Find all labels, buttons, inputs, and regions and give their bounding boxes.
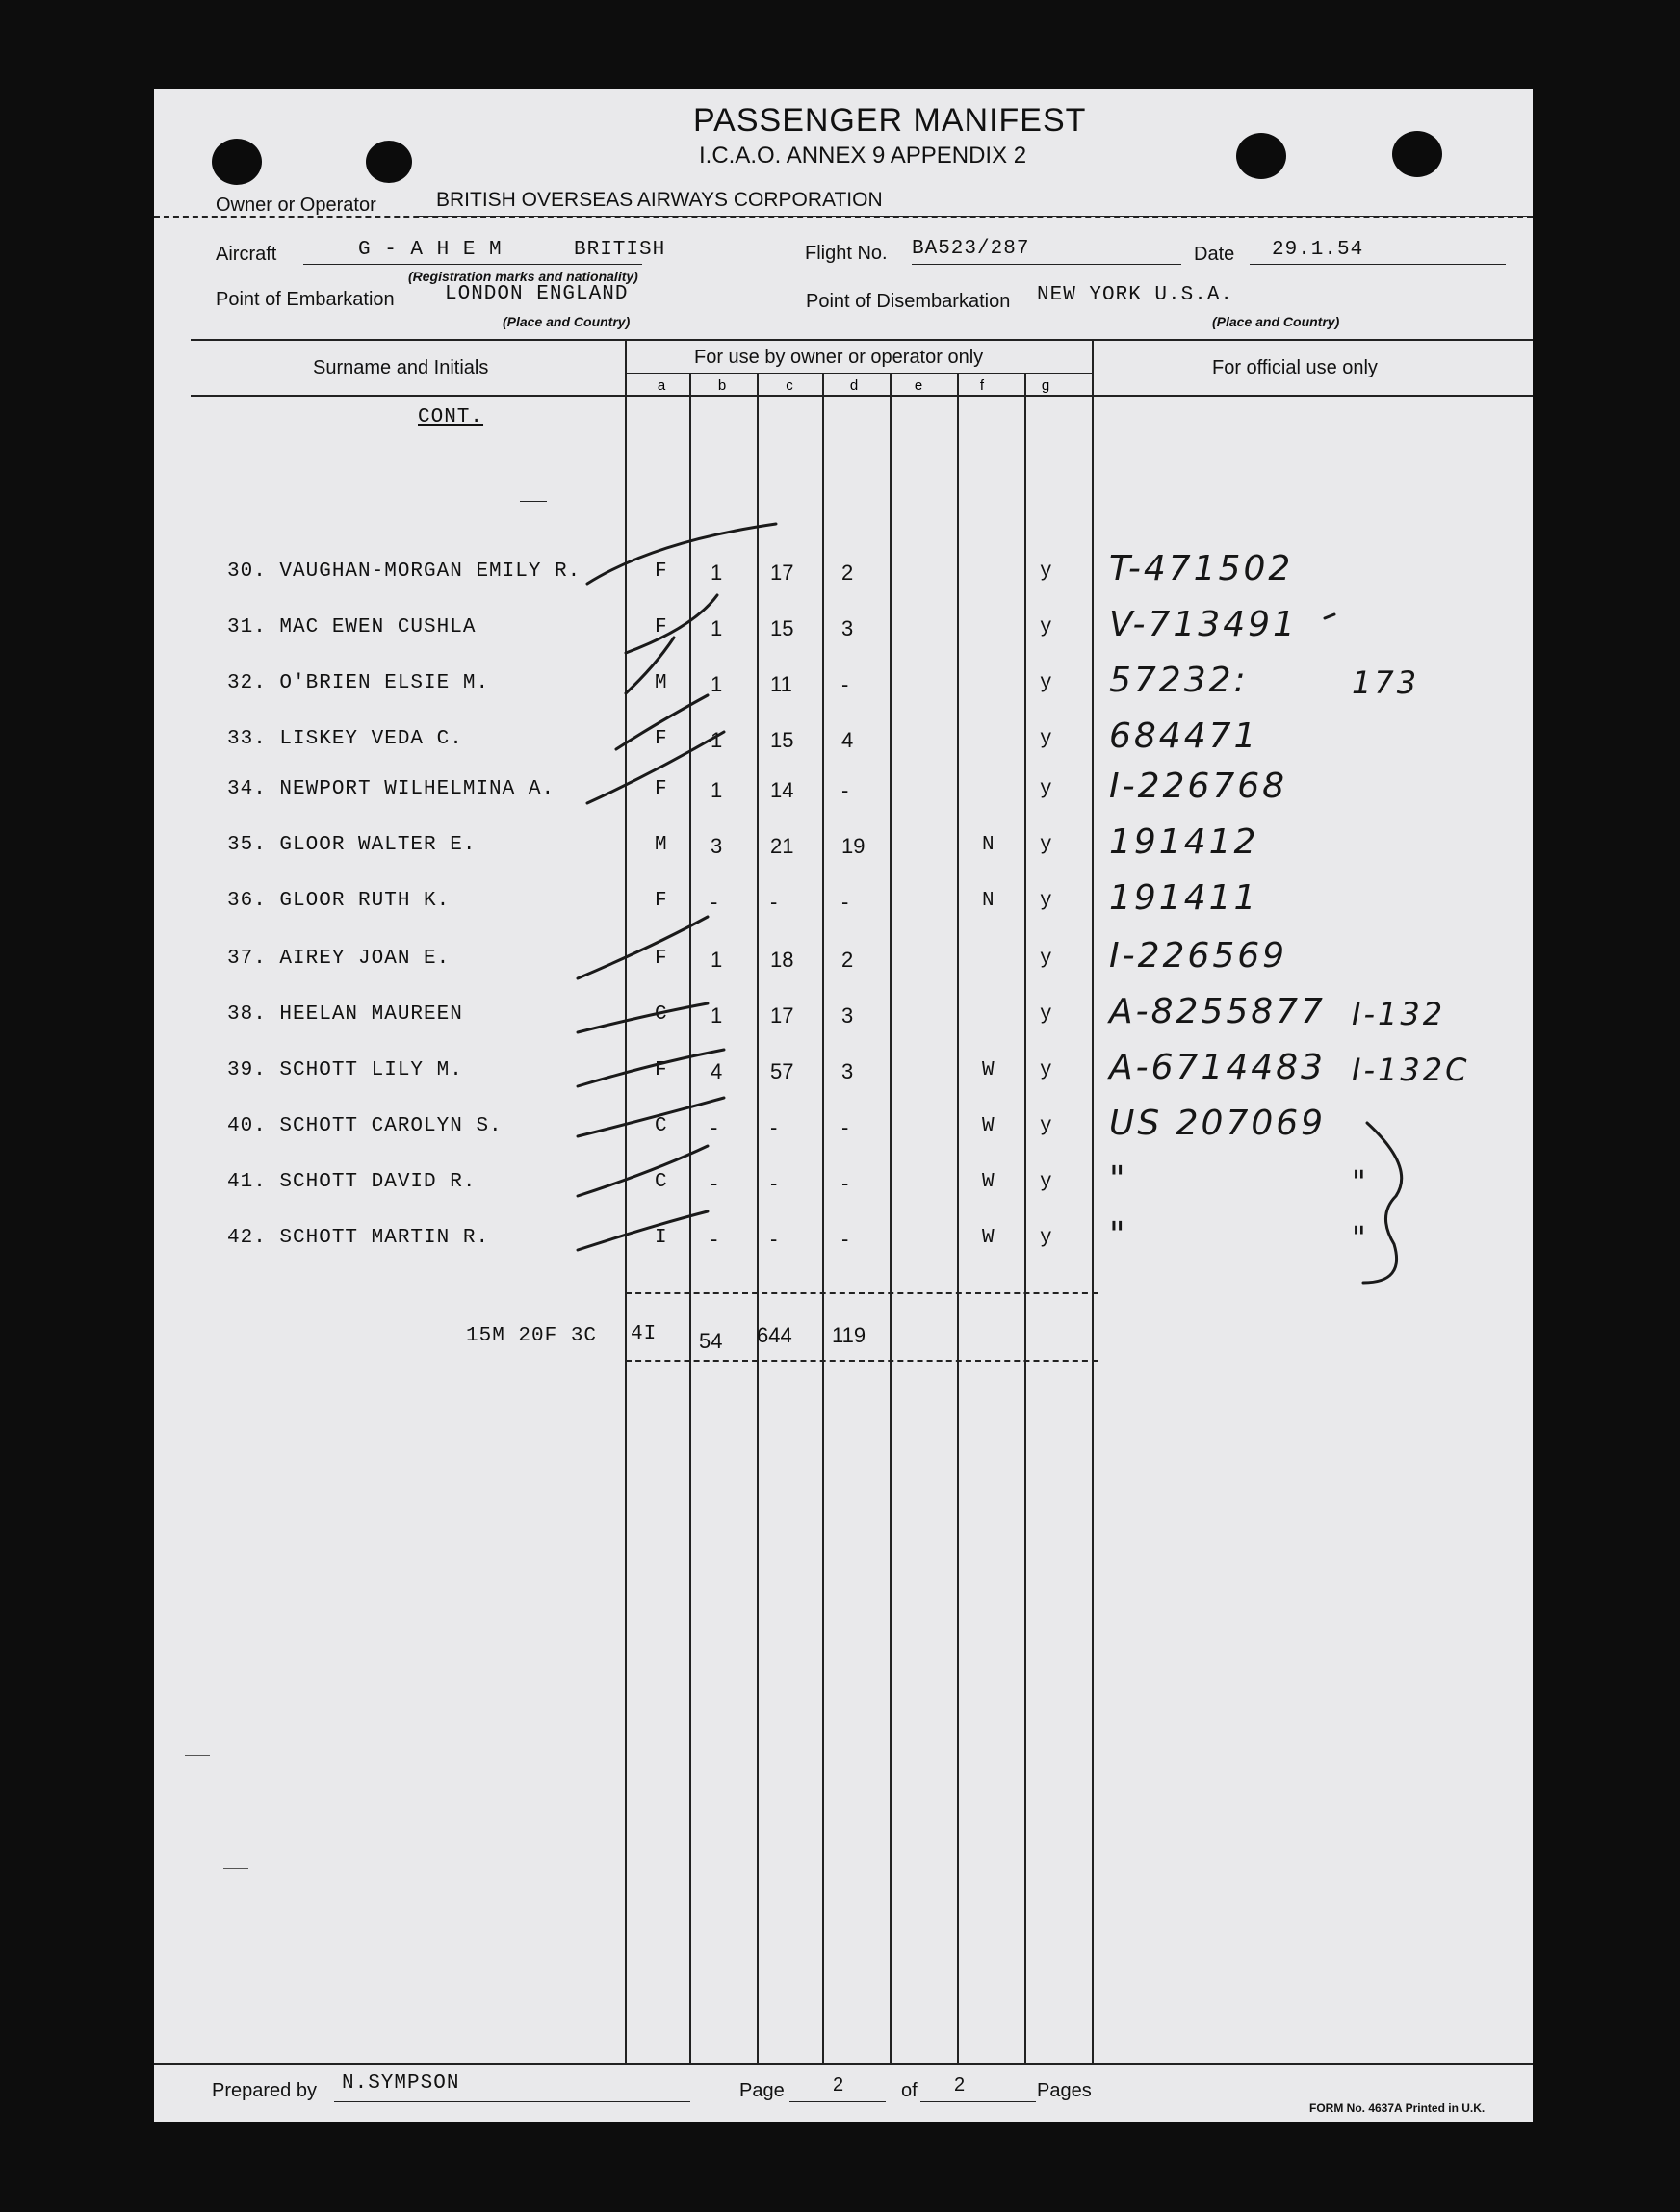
cell-a: F <box>655 948 668 970</box>
cell-b: 1 <box>711 672 723 696</box>
cell-b: 4 <box>711 1059 723 1083</box>
cell-c: 15 <box>770 728 794 752</box>
cell-a: F <box>655 728 668 750</box>
cell-c: 21 <box>770 834 794 858</box>
cell-d: - <box>841 672 849 696</box>
passenger-name: 32. O'BRIEN ELSIE M. <box>227 672 490 694</box>
cell-f: W <box>982 1059 995 1081</box>
passenger-name: 42. SCHOTT MARTIN R. <box>227 1227 490 1249</box>
cell-c: 15 <box>770 616 794 640</box>
official-extra: I-132 <box>1352 996 1446 1032</box>
cell-c: - <box>770 1227 778 1251</box>
embarkation-note: (Place and Country) <box>503 314 631 329</box>
cell-a: M <box>655 672 668 694</box>
passenger-name: 30. VAUGHAN-MORGAN EMILY R. <box>227 560 582 583</box>
cell-d: - <box>841 1227 849 1251</box>
aircraft-label: Aircraft <box>216 244 277 265</box>
cell-c: 17 <box>770 560 794 585</box>
official-entry: A-8255877 <box>1109 992 1326 1031</box>
prepared-by-label: Prepared by <box>212 2080 317 2101</box>
official-entry: US 207069 <box>1109 1104 1327 1143</box>
cell-g: y <box>1040 560 1053 583</box>
cell-d: 4 <box>841 728 854 752</box>
page-value: 2 <box>833 2074 844 2095</box>
passenger-name: 38. HEELAN MAUREEN <box>227 1003 463 1026</box>
totals-c: 644 <box>757 1323 792 1347</box>
cell-g: y <box>1040 1059 1053 1081</box>
official-entry: T-471502 <box>1109 549 1294 588</box>
totals-a: 4I <box>631 1323 658 1345</box>
official-extra: " <box>1352 1163 1369 1200</box>
cell-b: 1 <box>711 728 723 752</box>
cell-g: y <box>1040 778 1053 800</box>
cell-g: y <box>1040 672 1053 694</box>
cell-d: 2 <box>841 560 854 585</box>
passenger-name: 36. GLOOR RUTH K. <box>227 890 451 912</box>
owner-column-header: For use by owner or operator only <box>694 347 984 368</box>
cell-f: N <box>982 890 995 912</box>
subcol-g: g <box>1041 377 1050 394</box>
cell-c: - <box>770 1115 778 1139</box>
date-label: Date <box>1194 244 1235 265</box>
cell-a: F <box>655 778 668 800</box>
cell-g: y <box>1040 1115 1053 1137</box>
owner-value: BRITISH OVERSEAS AIRWAYS CORPORATION <box>436 189 883 211</box>
cell-g: y <box>1040 1171 1053 1193</box>
passenger-name: 31. MAC EWEN CUSHLA <box>227 616 477 638</box>
passenger-name: 37. AIREY JOAN E. <box>227 948 451 970</box>
totals-b: 54 <box>699 1329 723 1353</box>
cell-d: - <box>841 778 849 802</box>
official-entry: " <box>1109 1215 1128 1255</box>
owner-label: Owner or Operator <box>216 195 376 216</box>
disembarkation-value: NEW YORK U.S.A. <box>1037 284 1234 306</box>
official-entry: I-226768 <box>1109 767 1288 806</box>
cell-b: 1 <box>711 1003 723 1028</box>
cell-b: 1 <box>711 778 723 802</box>
cell-a: F <box>655 616 668 638</box>
cell-a: I <box>655 1227 668 1249</box>
totals-d: 119 <box>832 1323 866 1347</box>
cell-g: y <box>1040 834 1053 856</box>
cell-c: 11 <box>770 672 792 696</box>
subcol-d: d <box>849 377 859 394</box>
cell-a: C <box>655 1115 668 1137</box>
cell-d: - <box>841 890 849 914</box>
prepared-by-value: N.SYMPSON <box>342 2072 460 2095</box>
manifest-sheet <box>154 89 1533 2122</box>
aircraft-note: (Registration marks and nationality) <box>408 269 638 284</box>
cell-d: 19 <box>841 834 866 858</box>
passenger-name: 40. SCHOTT CAROLYN S. <box>227 1115 503 1137</box>
cell-f: W <box>982 1171 995 1193</box>
official-extra: I-132C <box>1352 1052 1470 1088</box>
document-title: PASSENGER MANIFEST <box>693 102 1087 139</box>
aircraft-registration: G - A H E M <box>358 239 503 261</box>
cell-c: 14 <box>770 778 794 802</box>
cell-g: y <box>1040 948 1053 970</box>
pages-label: Pages <box>1037 2080 1092 2101</box>
surname-column-header: Surname and Initials <box>313 357 489 378</box>
cell-d: - <box>841 1115 849 1139</box>
cell-c: 17 <box>770 1003 794 1028</box>
disembarkation-label: Point of Disembarkation <box>806 291 1011 312</box>
cell-f: W <box>982 1227 995 1249</box>
handwritten-marks <box>154 89 1533 2122</box>
cell-a: F <box>655 560 668 583</box>
embarkation-label: Point of Embarkation <box>216 289 395 310</box>
passenger-name: 41. SCHOTT DAVID R. <box>227 1171 477 1193</box>
official-entry: 191412 <box>1109 822 1259 862</box>
passenger-name: 39. SCHOTT LILY M. <box>227 1059 463 1081</box>
official-extra: 173 <box>1352 664 1420 701</box>
subcol-b: b <box>717 377 727 394</box>
cell-g: y <box>1040 616 1053 638</box>
totals-label: 15M 20F 3C <box>466 1325 598 1347</box>
passenger-name: 35. GLOOR WALTER E. <box>227 834 477 856</box>
cell-b: 1 <box>711 616 723 640</box>
cell-b: - <box>711 1115 718 1139</box>
aircraft-nationality: BRITISH <box>574 239 666 261</box>
official-entry: I-226569 <box>1109 936 1288 976</box>
official-entry: 191411 <box>1109 878 1259 918</box>
cell-c: 18 <box>770 948 794 972</box>
official-entry: 684471 <box>1109 716 1259 756</box>
cell-b: 1 <box>711 560 723 585</box>
cell-b: 3 <box>711 834 723 858</box>
official-entry: V-713491 <box>1109 605 1298 644</box>
cell-b: - <box>711 890 718 914</box>
page-label: Page <box>739 2080 785 2101</box>
official-column-header: For official use only <box>1212 357 1378 378</box>
official-entry: A-6714483 <box>1109 1048 1326 1087</box>
cell-c: - <box>770 890 778 914</box>
subcol-c: c <box>786 377 793 394</box>
cell-d: 3 <box>841 616 854 640</box>
flight-label: Flight No. <box>805 243 888 264</box>
cell-d: 3 <box>841 1059 854 1083</box>
cell-c: - <box>770 1171 778 1195</box>
of-label: of <box>901 2080 918 2101</box>
passenger-name: 33. LISKEY VEDA C. <box>227 728 463 750</box>
official-extra: " <box>1352 1219 1369 1256</box>
cell-b: - <box>711 1171 718 1195</box>
document-subtitle: I.C.A.O. ANNEX 9 APPENDIX 2 <box>699 143 1027 169</box>
disembarkation-note: (Place and Country) <box>1212 314 1340 329</box>
date-value: 29.1.54 <box>1272 239 1364 261</box>
subcol-e: e <box>914 377 923 394</box>
cell-f: N <box>982 834 995 856</box>
embarkation-value: LONDON ENGLAND <box>445 283 629 305</box>
cell-g: y <box>1040 890 1053 912</box>
cell-d: 3 <box>841 1003 854 1028</box>
passenger-name: 34. NEWPORT WILHELMINA A. <box>227 778 556 800</box>
of-value: 2 <box>954 2074 966 2095</box>
form-number: FORM No. 4637A Printed in U.K. <box>1309 2101 1486 2115</box>
cell-b: - <box>711 1227 718 1251</box>
cell-g: y <box>1040 1227 1053 1249</box>
cell-a: C <box>655 1171 668 1193</box>
cell-c: 57 <box>770 1059 794 1083</box>
cell-a: C <box>655 1003 668 1026</box>
subcol-f: f <box>979 377 985 394</box>
cell-d: - <box>841 1171 849 1195</box>
cell-d: 2 <box>841 948 854 972</box>
official-entry: 57232: <box>1109 661 1249 700</box>
cell-f: W <box>982 1115 995 1137</box>
continued-label: CONT. <box>418 406 484 429</box>
cell-a: M <box>655 834 668 856</box>
cell-g: y <box>1040 1003 1053 1026</box>
flight-value: BA523/287 <box>912 238 1030 260</box>
cell-a: F <box>655 1059 668 1081</box>
subcol-a: a <box>657 377 666 394</box>
cell-b: 1 <box>711 948 723 972</box>
official-entry: " <box>1109 1159 1128 1199</box>
cell-g: y <box>1040 728 1053 750</box>
cell-a: F <box>655 890 668 912</box>
